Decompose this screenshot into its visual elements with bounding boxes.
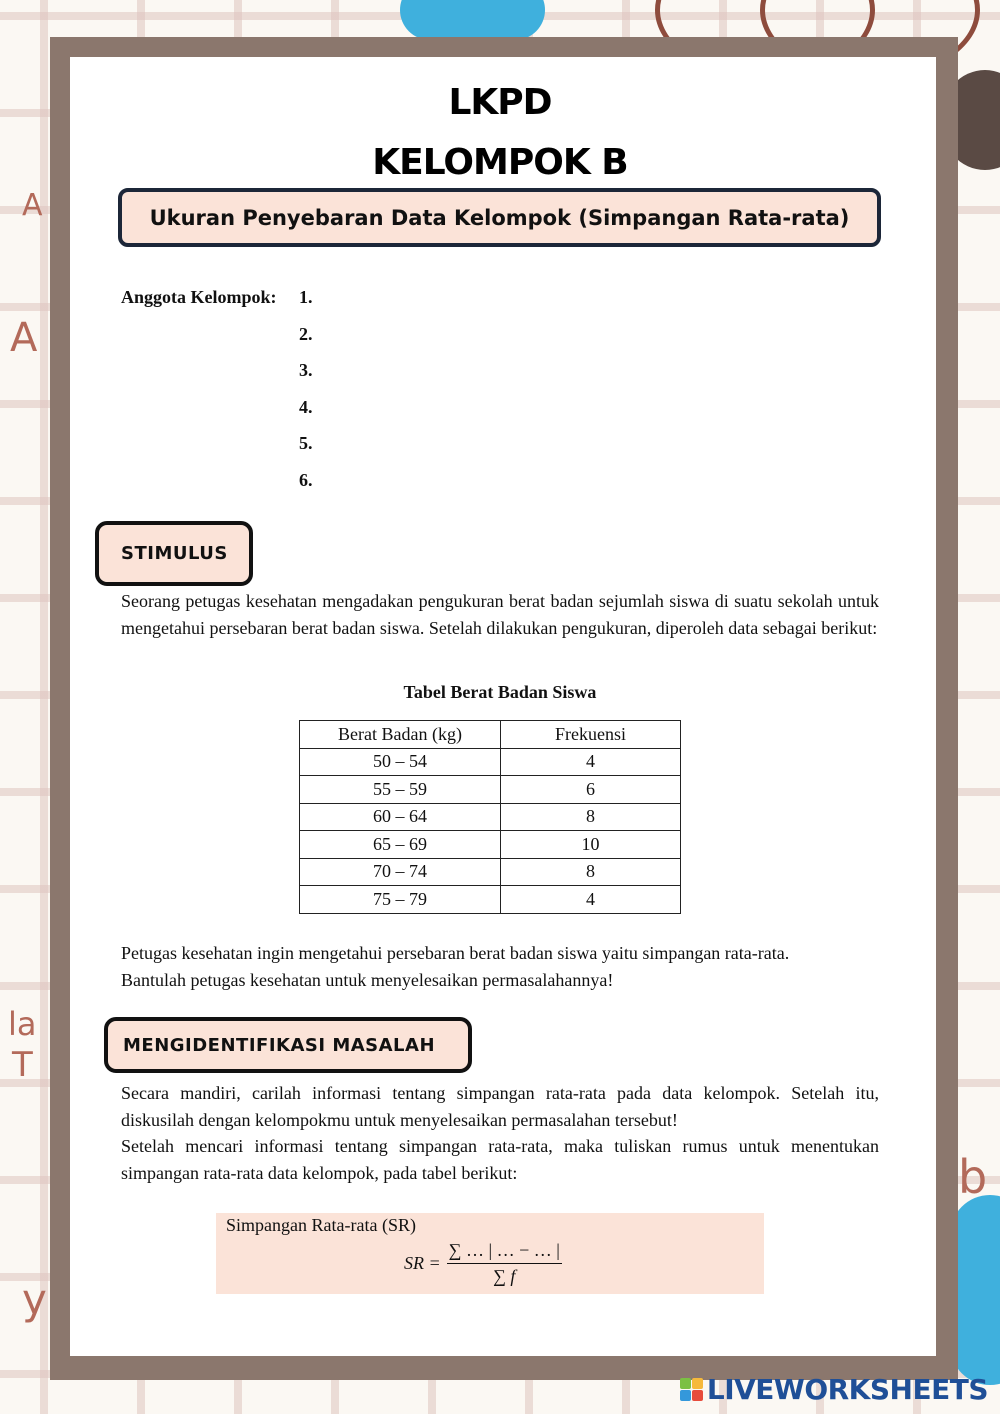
decor-blue-shape-top <box>400 0 545 40</box>
decor-letter-a2: A <box>10 315 38 361</box>
group-title: KELOMPOK B <box>372 142 628 183</box>
table-cell-class: 55 – 59 <box>300 776 501 804</box>
table-title: Tabel Berat Badan Siswa <box>403 682 597 702</box>
member-number-2: 2. <box>299 323 313 344</box>
table-row <box>300 858 681 886</box>
member-number-6: 6. <box>299 469 313 490</box>
member-number-5: 5. <box>299 433 313 454</box>
problem-text-1: Secara mandiri, carilah informasi tentang simpangan rata-rata pada data kelompok. Setelah itu, diskusilah dengan kelompokmu untuk menyelesaikan permasalahan tersebut! <box>121 1083 879 1130</box>
stimulus-tag-label: STIMULUS <box>121 543 228 564</box>
decor-letter-y: y <box>22 1275 47 1324</box>
table-row <box>300 831 681 859</box>
stimulus-text: Seorang petugas kesehatan mengadakan pengukuran berat badan sejumlah siswa di suatu sekolah untuk mengetahui persebaran berat badan siswa. Setelah dilakukan pengukuran, diperoleh data sebagai berikut: <box>121 591 879 638</box>
table-cell-class: 65 – 69 <box>300 831 501 859</box>
table-cell-frequency: 8 <box>501 858 681 886</box>
members-list <box>299 287 313 507</box>
formula-numerator: ∑ … | … − … | <box>447 1240 562 1264</box>
table-cell-class: 70 – 74 <box>300 858 501 886</box>
table-row <box>300 886 681 914</box>
closing-text <box>121 940 879 993</box>
table-cell-class: 60 – 64 <box>300 803 501 831</box>
formula-label: Simpangan Rata-rata (SR) <box>226 1215 416 1235</box>
problem-tag <box>104 1017 472 1073</box>
table-header-weight: Berat Badan (kg) <box>300 721 501 749</box>
liveworksheets-logo <box>680 1373 988 1406</box>
decor-fraction: la <box>8 1005 37 1043</box>
closing-line-1: Petugas kesehatan ingin mengetahui persebaran berat badan siswa yaitu simpangan rata-rata. <box>121 943 790 963</box>
stimulus-tag <box>95 521 253 586</box>
table-cell-frequency: 6 <box>501 776 681 804</box>
members-label: Anggota Kelompok: <box>121 287 277 307</box>
table-cell-frequency: 4 <box>501 886 681 914</box>
decor-letter-a1: A <box>22 188 43 223</box>
table-cell-class: 50 – 54 <box>300 748 501 776</box>
table-header-frequency: Frekuensi <box>501 721 681 749</box>
formula-lhs: SR = <box>404 1253 441 1273</box>
problem-tag-label: MENGIDENTIFIKASI MASALAH <box>123 1034 436 1056</box>
topic-banner-text: Ukuran Penyebaran Data Kelompok (Simpangan Rata-rata) <box>149 205 850 230</box>
table-cell-frequency: 4 <box>501 748 681 776</box>
liveworksheets-logo-text: LIVEWORKSHEETS <box>706 1373 988 1406</box>
closing-line-2: Bantulah petugas kesehatan untuk menyelesaikan permasalahannya! <box>121 969 614 990</box>
page-title: LKPD <box>448 82 552 123</box>
table-cell-frequency: 8 <box>501 803 681 831</box>
table-row <box>300 803 681 831</box>
member-number-4: 4. <box>299 396 313 417</box>
formula-box <box>216 1213 764 1294</box>
topic-banner <box>118 188 881 247</box>
decor-letter-t: T <box>12 1045 33 1085</box>
liveworksheets-logo-icon <box>680 1378 703 1401</box>
table-row <box>300 776 681 804</box>
formula-denominator: ∑ f <box>493 1266 516 1286</box>
weight-table <box>299 720 681 914</box>
problem-text-2: Setelah mencari informasi tentang simpangan rata-rata, maka tuliskan rumus untuk menentukan simpangan rata-rata data kelompok, pada tabel berikut: <box>121 1136 879 1183</box>
formula-fraction <box>447 1240 562 1287</box>
table-cell-frequency: 10 <box>501 831 681 859</box>
member-number-3: 3. <box>299 360 313 381</box>
member-number-1: 1. <box>299 287 313 307</box>
sr-formula <box>404 1240 562 1287</box>
table-cell-class: 75 – 79 <box>300 886 501 914</box>
table-row <box>300 748 681 776</box>
table-header-row <box>300 721 681 749</box>
decor-letter-b: b <box>958 1150 988 1204</box>
